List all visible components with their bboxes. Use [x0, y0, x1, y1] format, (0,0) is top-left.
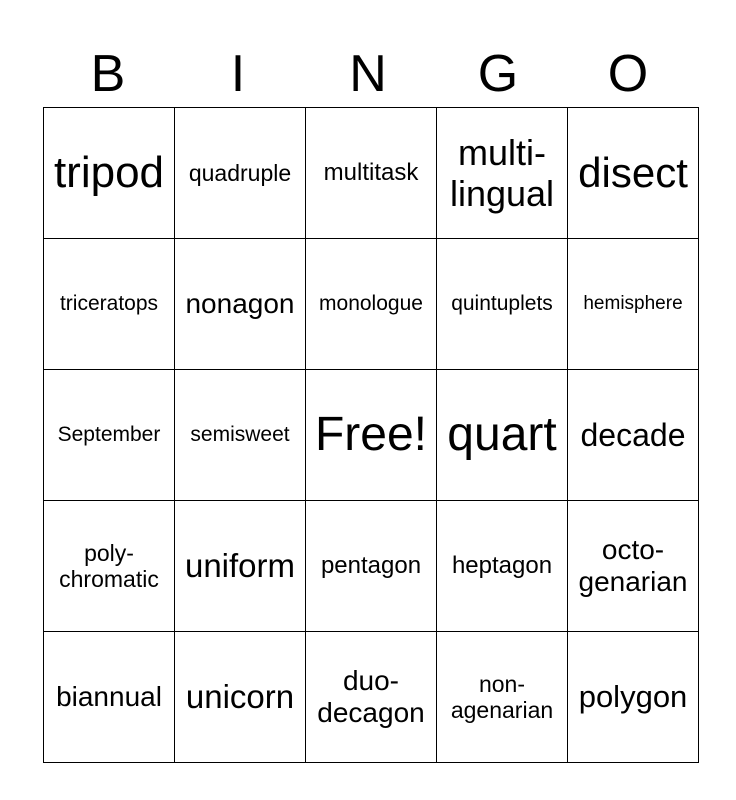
bingo-cell[interactable]: [568, 239, 699, 370]
bingo-cell-text: hemisphere: [583, 293, 683, 315]
bingo-cell[interactable]: [175, 501, 306, 632]
board-row: [44, 239, 699, 370]
header-letter-o: O: [607, 45, 649, 103]
bingo-cell[interactable]: [306, 239, 437, 370]
bingo-cell-text: semisweet: [190, 422, 290, 446]
bingo-cell-text: multitask: [323, 159, 419, 187]
bingo-cell-text: poly-: [84, 539, 134, 566]
bingo-cell-text: decade: [580, 416, 686, 453]
bingo-cell-text: uniform: [184, 547, 296, 585]
bingo-cell-text: lingual: [449, 173, 555, 214]
bingo-cell-text: genarian: [578, 566, 688, 597]
bingo-cell-text: monologue: [319, 291, 423, 315]
bingo-cell[interactable]: [44, 632, 175, 763]
bingo-board: [43, 107, 699, 763]
bingo-cell-text: decagon: [317, 697, 425, 728]
bingo-cell[interactable]: [306, 370, 437, 501]
bingo-cell-text: September: [57, 422, 161, 446]
bingo-cell-text: quintuplets: [451, 291, 553, 315]
bingo-cell-text: disect: [578, 148, 688, 196]
bingo-cell-text: octo-: [601, 533, 665, 565]
bingo-cell[interactable]: [568, 632, 699, 763]
bingo-cell-text: chromatic: [59, 566, 159, 592]
bingo-cell-text: unicorn: [185, 678, 295, 716]
bingo-cell[interactable]: [44, 370, 175, 501]
bingo-cell-text: nonagon: [185, 287, 295, 319]
bingo-cell-text: non-: [478, 670, 526, 697]
bingo-cell-text: heptagon: [451, 552, 553, 580]
bingo-cell[interactable]: [44, 108, 175, 239]
board-row: [44, 108, 699, 239]
bingo-cell[interactable]: [568, 501, 699, 632]
bingo-cell-text: triceratops: [59, 291, 159, 315]
bingo-cell-text: quart: [447, 408, 557, 462]
bingo-cell-text: tripod: [53, 147, 165, 197]
board-row: [44, 632, 699, 763]
bingo-cell[interactable]: [175, 108, 306, 239]
header-letter-g: G: [477, 45, 519, 103]
bingo-cell[interactable]: [568, 108, 699, 239]
bingo-cell[interactable]: [306, 501, 437, 632]
bingo-cell-text: quadruple: [188, 159, 292, 186]
bingo-cell-text: multi-: [458, 131, 546, 173]
header-letter-i: I: [230, 45, 246, 103]
bingo-cell[interactable]: [306, 108, 437, 239]
bingo-cell[interactable]: [437, 108, 568, 239]
bingo-cell[interactable]: [44, 501, 175, 632]
bingo-cell-text: pentagon: [320, 552, 422, 580]
bingo-cell[interactable]: [175, 370, 306, 501]
header-letter-n: N: [349, 45, 387, 103]
bingo-cell[interactable]: [437, 632, 568, 763]
bingo-header: [43, 40, 693, 108]
header-letter-b: B: [90, 45, 126, 103]
bingo-cell[interactable]: [568, 370, 699, 501]
bingo-cell-text: biannual: [56, 680, 162, 712]
board-row: [44, 370, 699, 501]
bingo-cell-text: agenarian: [450, 697, 554, 723]
bingo-cell[interactable]: [306, 632, 437, 763]
bingo-cell[interactable]: [175, 239, 306, 370]
bingo-cell[interactable]: [437, 370, 568, 501]
bingo-cell[interactable]: [437, 239, 568, 370]
bingo-cell[interactable]: [44, 239, 175, 370]
board-row: [44, 501, 699, 632]
bingo-cell[interactable]: [437, 501, 568, 632]
bingo-cell[interactable]: [175, 632, 306, 763]
bingo-cell-text: duo-: [342, 664, 400, 696]
bingo-cell-text: Free!: [314, 408, 428, 462]
bingo-cell-text: polygon: [578, 679, 688, 715]
